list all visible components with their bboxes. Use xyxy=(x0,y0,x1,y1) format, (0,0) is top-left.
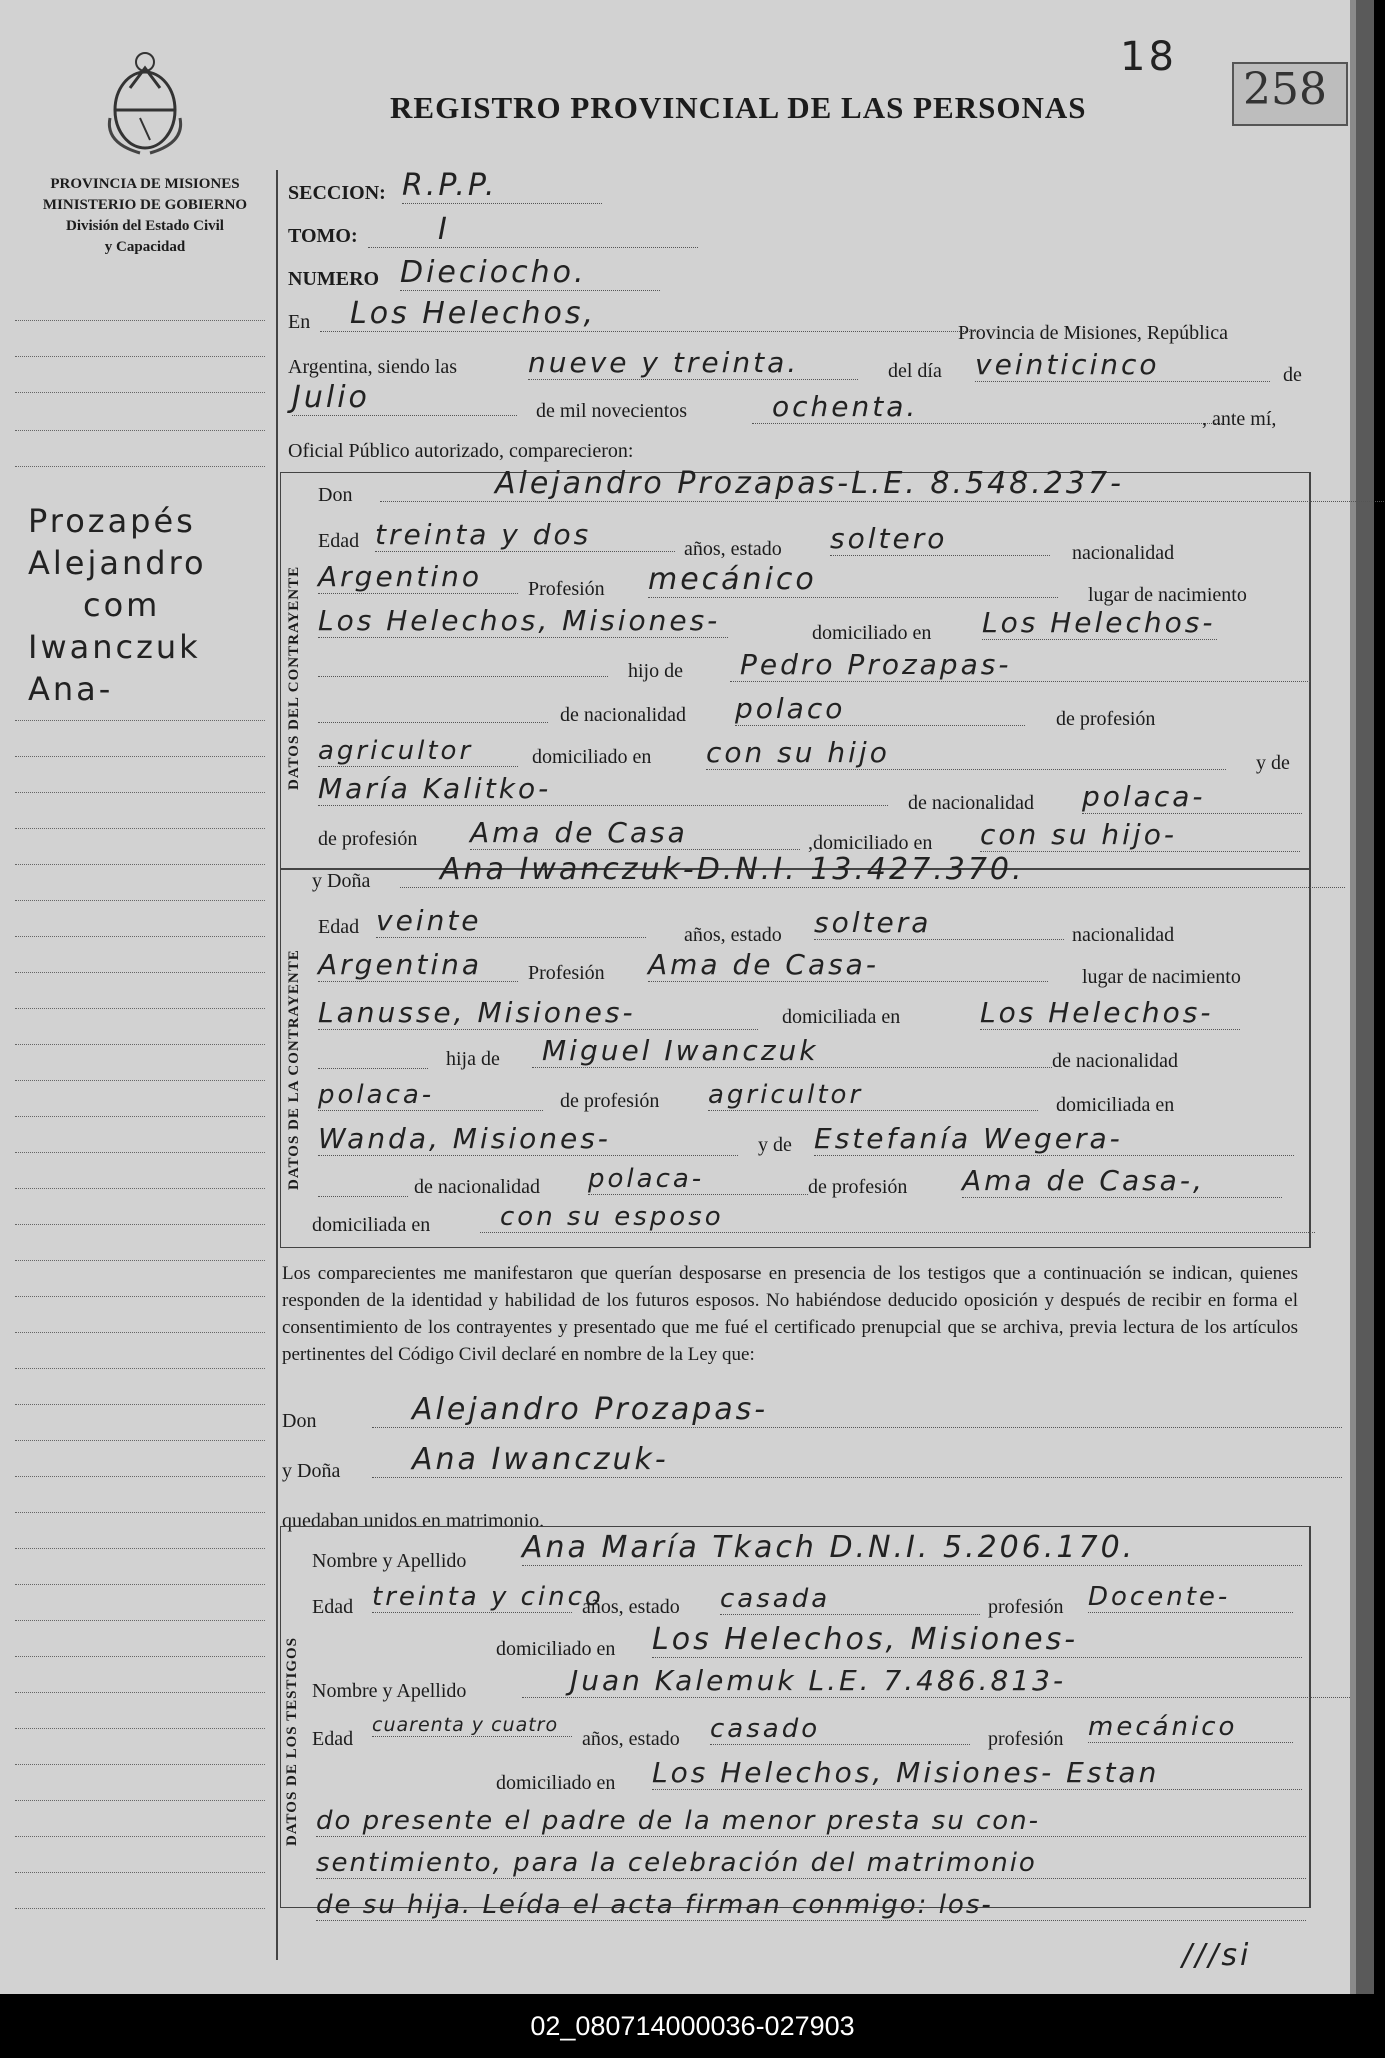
decl-don-label: Don xyxy=(282,1410,317,1432)
lugar-label: lugar de nacimiento xyxy=(1088,584,1247,606)
numero-label: NUMERO xyxy=(288,268,380,290)
tomo-label: TOMO: xyxy=(288,225,358,247)
madre-nacionalidad-label: de nacionalidad xyxy=(908,792,1035,814)
t1-profesion: Docente- xyxy=(1088,1582,1293,1613)
de-profesion-label: de profesión xyxy=(560,1090,660,1112)
numero-value: Dieciocho. xyxy=(400,255,660,291)
del-dia-label: del día xyxy=(888,360,942,382)
padre-domicilio-label: domiciliado en xyxy=(532,746,652,768)
padre-profesion: agricultor xyxy=(318,736,518,767)
seccion-label: SECCION: xyxy=(288,182,386,204)
testigos-side-label: DATOS DE LOS TESTIGOS xyxy=(284,1637,300,1846)
blank-line xyxy=(318,676,608,677)
madre-nombre: Estefanía Wegera- xyxy=(814,1122,1294,1156)
note-line: de su hija. Leída el acta firman conmigo: los- xyxy=(316,1890,1306,1921)
contrayente-lugar: Los Helechos, Misiones- xyxy=(318,604,728,638)
padre-profesion: agricultor xyxy=(708,1080,1038,1111)
margin-note-line: Iwanczuk xyxy=(28,628,201,666)
contrayente-side-label: DATOS DEL CONTRAYENTE xyxy=(286,565,302,790)
t2-profesion: mecánico xyxy=(1088,1712,1293,1743)
contrayenta-side-label: DATOS DE LA CONTRAYENTE xyxy=(286,949,302,1190)
decl-don-value: Alejandro Prozapas- xyxy=(372,1392,1342,1428)
t1-estado: casada xyxy=(720,1584,980,1615)
decl-dona-label: y Doña xyxy=(282,1460,341,1482)
document-title: REGISTRO PROVINCIAL DE LAS PERSONAS xyxy=(390,90,1087,125)
division-line2: y Capacidad xyxy=(104,239,186,255)
contrayenta-domicilio: Los Helechos- xyxy=(980,996,1240,1030)
madre-domiciliada-label: domiciliada en xyxy=(312,1214,431,1236)
hijo-label: hijo de xyxy=(628,660,683,682)
profesion-label: Profesión xyxy=(528,578,605,600)
padre-domiciliada-label: domiciliada en xyxy=(1056,1094,1175,1116)
mil-label: de mil novecientos xyxy=(536,400,688,422)
de-nacionalidad-label: de nacionalidad xyxy=(1052,1050,1179,1072)
contrayente-domicilio: Los Helechos- xyxy=(982,606,1216,639)
margin-note-line: Ana- xyxy=(28,670,114,708)
t1-domicilio: Los Helechos, Misiones- xyxy=(652,1622,1302,1658)
anio-value: ochenta. xyxy=(752,390,1222,424)
madre-profesion-label: de profesión xyxy=(318,828,418,850)
margin-note xyxy=(28,500,207,710)
note-line: sentimiento, para la celebración del matrimonio xyxy=(316,1848,1306,1879)
nacionalidad-label: nacionalidad xyxy=(1072,542,1175,564)
padre-domicilio: Wanda, Misiones- xyxy=(318,1122,738,1156)
argentina-text: Argentina, siendo las xyxy=(288,356,458,378)
margin-note-line: com xyxy=(83,586,161,624)
t1-nombre: Ana María Tkach D.N.I. 5.206.170. xyxy=(522,1530,1302,1566)
padre-domicilio: con su hijo xyxy=(706,736,1226,770)
madre-nacionalidad-label: de nacionalidad xyxy=(414,1176,541,1198)
edad-label: Edad xyxy=(318,916,360,938)
dona-label: y Doña xyxy=(312,870,371,892)
ante-label: , ante mí, xyxy=(1202,408,1277,430)
province-name: PROVINCIA DE MISIONES xyxy=(50,176,240,192)
main-column-rule xyxy=(276,170,278,1960)
en-value: Los Helechos, xyxy=(320,296,980,332)
t2-profesion-label: profesión xyxy=(988,1728,1064,1750)
t2-edad-label: Edad xyxy=(312,1728,354,1750)
t1-edad-label: Edad xyxy=(312,1596,354,1618)
madre-nombre: María Kalitko- xyxy=(318,772,888,806)
contrayente-edad: treinta y dos xyxy=(375,518,675,552)
hora-value: nueve y treinta. xyxy=(528,346,858,380)
contrayente-profesion: mecánico xyxy=(648,562,1058,598)
t2-estado: casado xyxy=(710,1714,970,1745)
en-label: En xyxy=(288,311,311,333)
blank-line xyxy=(318,1196,408,1197)
padre-nacionalidad: polaco xyxy=(735,692,1025,726)
t1-edad: treinta y cinco xyxy=(372,1582,604,1612)
nacionalidad-label: nacionalidad xyxy=(1072,924,1175,946)
domiciliada-label: domiciliada en xyxy=(782,1006,901,1028)
anios-estado-label: años, estado xyxy=(684,924,782,946)
tomo-value: I xyxy=(368,212,698,248)
t2-anios-estado-label: años, estado xyxy=(582,1728,680,1750)
madre-nacionalidad: polaca- xyxy=(1082,780,1302,814)
image-id-footer: 02_080714000036-027903 xyxy=(0,1994,1385,2058)
de-nacionalidad-label: de nacionalidad xyxy=(560,704,687,726)
madre-domicilio: con su hijo- xyxy=(980,818,1300,852)
decl-dona-value: Ana Iwanczuk- xyxy=(372,1442,1342,1478)
page-number: 18 xyxy=(1120,34,1177,80)
t2-edad: cuarenta y cuatro xyxy=(372,1714,572,1737)
stamp-number: 258 xyxy=(1243,64,1327,115)
madre-profesion: Ama de Casa-, xyxy=(962,1164,1282,1198)
t1-profesion-label: profesión xyxy=(988,1596,1064,1618)
lugar-label: lugar de nacimiento xyxy=(1082,966,1241,988)
t1-nombre-label: Nombre y Apellido xyxy=(312,1550,467,1572)
padre-nombre: Pedro Prozapas- xyxy=(730,648,1310,682)
provincia-text: Provincia de Misiones, República xyxy=(958,322,1228,344)
madre-nacionalidad: polaca- xyxy=(588,1164,808,1195)
de-label: de xyxy=(1283,364,1302,386)
note-line: do presente el padre de la menor presta su con- xyxy=(316,1806,1306,1837)
y-de-label: y de xyxy=(1256,752,1290,774)
t2-nombre: Juan Kalemuk L.E. 7.486.813- xyxy=(522,1664,1350,1698)
padre-nombre: Miguel Iwanczuk xyxy=(532,1034,1052,1068)
contrayenta-profesion: Ama de Casa- xyxy=(648,948,1048,982)
contrayenta-nombre: Ana Iwanczuk-D.N.I. 13.427.370. xyxy=(400,852,1345,888)
don-label: Don xyxy=(318,484,353,506)
anios-estado-label: años, estado xyxy=(684,538,782,560)
hija-label: hija de xyxy=(446,1048,500,1070)
closing-text: quedaban unidos en matrimonio. xyxy=(282,1510,545,1532)
dia-value: veinticinco xyxy=(975,348,1270,382)
t1-anios-estado-label: años, estado xyxy=(582,1596,680,1618)
t1-domiciliado-label: domiciliado en xyxy=(496,1638,616,1660)
contrayente-estado: soltero xyxy=(830,522,1050,556)
contrayenta-estado: soltera xyxy=(814,906,1064,940)
margin-note-line: Alejandro xyxy=(28,544,207,582)
madre-domicilio: con su esposo xyxy=(480,1202,1315,1233)
blank-line xyxy=(318,722,548,723)
contrayente-nacionalidad: Argentino xyxy=(318,560,518,594)
page-edge xyxy=(1356,0,1374,1994)
contrayenta-edad: veinte xyxy=(376,904,646,938)
contrayenta-nacionalidad: Argentina xyxy=(318,948,518,982)
y-de-label: y de xyxy=(758,1134,792,1156)
oficial-text: Oficial Público autorizado, comparecieron: xyxy=(288,440,634,462)
mes-value: Julio xyxy=(292,380,517,416)
blank-line xyxy=(318,1068,428,1069)
seccion-value: R.P.P. xyxy=(402,168,602,204)
margin-note-line: Prozapés xyxy=(28,502,196,540)
si-mark: ///si xyxy=(1182,1938,1252,1973)
contrayenta-lugar: Lanusse, Misiones- xyxy=(318,996,758,1030)
t2-domiciliado-label: domiciliado en xyxy=(496,1772,616,1794)
t2-domicilio: Los Helechos, Misiones- Estan xyxy=(652,1756,1302,1790)
domiciliado-label: domiciliado en xyxy=(812,622,932,644)
madre-profesion: Ama de Casa xyxy=(470,816,800,850)
edad-label: Edad xyxy=(318,530,360,552)
madre-profesion-label: de profesión xyxy=(808,1176,908,1198)
profesion-label: Profesión xyxy=(528,962,605,984)
contrayente-nombre: Alejandro Prozapas-L.E. 8.548.237- xyxy=(380,466,1385,502)
province-heading xyxy=(20,174,270,258)
t2-nombre-label: Nombre y Apellido xyxy=(312,1680,467,1702)
division-line1: División del Estado Civil xyxy=(66,218,224,234)
coat-of-arms-logo xyxy=(100,48,190,158)
ministry-name: MINISTERIO DE GOBIERNO xyxy=(42,197,248,213)
declaration-paragraph: Los comparecientes me manifestaron que querían desposarse en presencia de los testigos que a continuación se indican, quienes responden de la identidad y habilidad de los futuros esposos. No habiéndose deducido oposición y después de recibir en forma el consentimiento de los contrayentes y presentado que me fué el certificado prenupcial que se archiva, previa lectura de los artículos pertinentes del Código Civil declaré en nombre de la Ley que: xyxy=(282,1263,1298,1365)
padre-nacionalidad: polaca- xyxy=(318,1080,543,1111)
madre-domicilio-label: ,domiciliado en xyxy=(808,832,933,854)
de-profesion-label: de profesión xyxy=(1056,708,1156,730)
